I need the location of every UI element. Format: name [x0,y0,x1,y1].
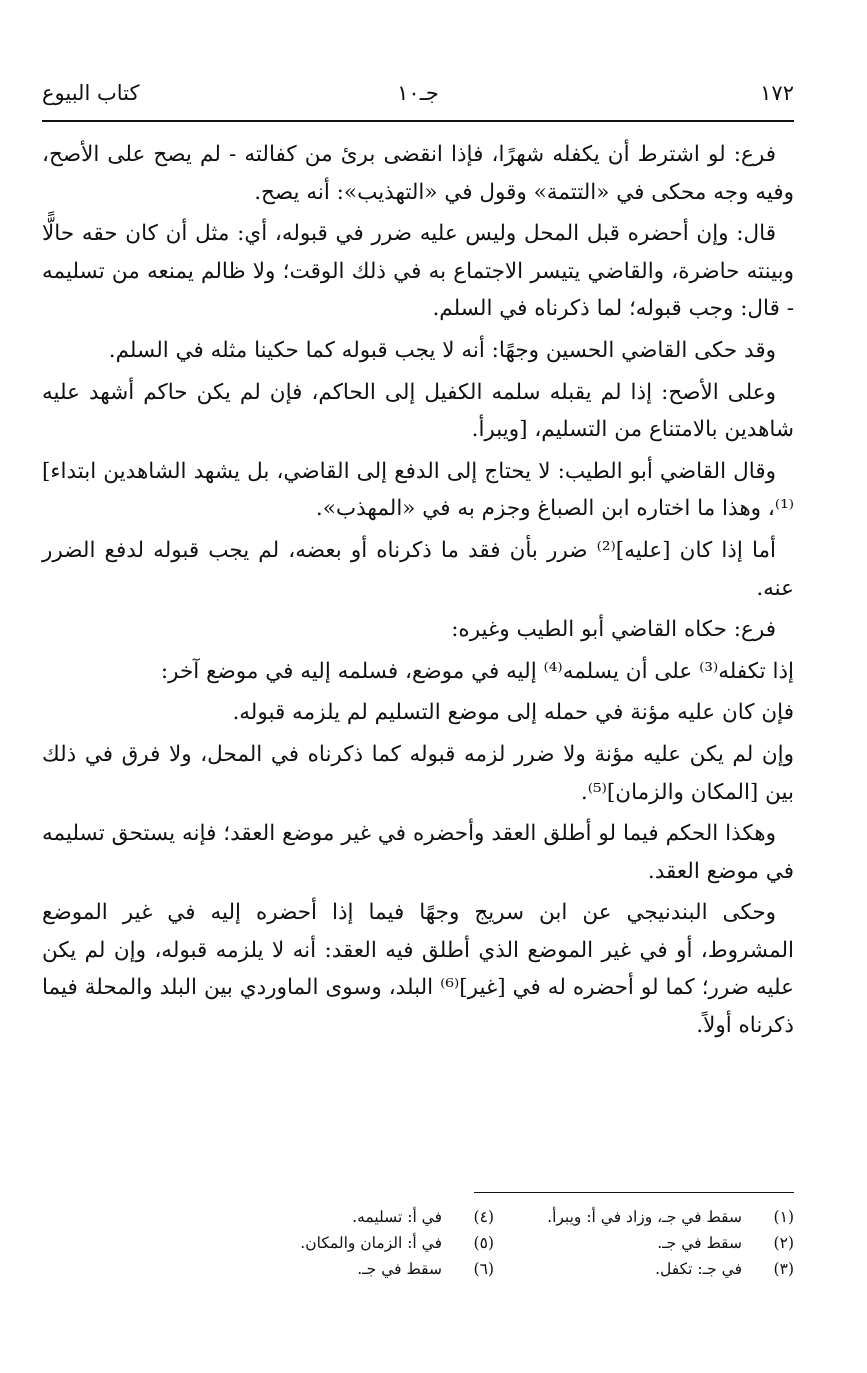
paragraph: أما إذا كان [عليه]⁽²⁾ ضرر بأن فقد ما ذكرناه أو بعضه، لم يجب قبوله لدفع الضرر عنه. [42,537,794,601]
page-number: ١٧٢ [760,81,794,105]
footnote-text: في أ: تسليمه. [352,1208,442,1226]
footnote-text: في جـ: تكفل. [655,1260,742,1278]
volume-label: جـ١٠ [397,81,439,105]
footnote-text: في أ: الزمان والمكان. [300,1234,442,1252]
footnote-number: (٥) [473,1234,494,1252]
paragraph: وقال القاضي أبو الطيب: لا يحتاج إلى الدفع إلى القاضي، بل يشهد الشاهدين ابتداء]⁽¹⁾، وهذا ما اختاره ابن الصباغ وجزم به في «المهذب». [42,458,794,522]
footnote-text: سقط في جـ. [657,1234,742,1252]
paragraph: قال: وإن أحضره قبل المحل وليس عليه ضرر في قبوله، أي: مثل أن كان حقه حالًّا وبينته حاضرة، والقاضي يتيسر الاجتماع به في ذلك الوقت؛ ولا ظالم يمنعه من تسليمه - قال: وجب قبوله؛ لما ذكرناه في السلم. [42,221,794,322]
header-divider [42,120,794,122]
footnote-number: (٦) [473,1260,494,1278]
page-header [42,70,794,114]
paragraph: فإن كان عليه مؤنة في حمله إلى موضع التسليم لم يلزمه قبوله. [232,700,794,726]
paragraph: وحكى البندنيجي عن ابن سريج وجهًا فيما إذا أحضره إليه في غير الموضع المشروط، أو في غير الموضع الذي أطلق فيه العقد: أنه لا يلزمه قبوله، وإن لم يكن عليه ضرر؛ كما لو أحضره له في [غير]⁽⁶⁾ البلد، وسوى الماوردي بين البلد والمحلة فيما ذكرناه أولاً. [42,900,794,1039]
footnote-text: سقط في جـ، وزاد في أ: ويبرأ. [547,1208,742,1226]
paragraph: وإن لم يكن عليه مؤنة ولا ضرر لزمه قبوله كما ذكرناه في المحل، ولا فرق في ذلك بين [المكان والزمان]⁽⁵⁾. [42,741,794,805]
main-text [42,136,794,1049]
footnote-number: (٣) [773,1260,794,1278]
footnote-item [204,1230,494,1256]
footnote-item [504,1204,794,1230]
paragraph: وعلى الأصح: إذا لم يقبله سلمه الكفيل إلى الحاكم، فإن لم يكن حاكم أشهد عليه شاهدين بالامتناع من التسليم، [ويبرأ. [42,379,794,443]
paragraph: وهكذا الحكم فيما لو أطلق العقد وأحضره في غير موضع العقد؛ فإنه يستحق تسليمه في موضع العقد. [42,821,794,884]
paragraph: وقد حكى القاضي الحسين وجهًا: أنه لا يجب قبوله كما حكينا مثله في السلم. [108,337,776,363]
footnote-text: سقط في جـ. [357,1260,442,1278]
footnote-number: (٢) [773,1234,794,1252]
book-title: كتاب البيوع [42,81,140,105]
paragraph: فرع: حكاه القاضي أبو الطيب وغيره: [451,617,776,643]
footnote-item [504,1256,794,1282]
footnote-item [204,1256,494,1282]
footnotes-column-right [504,1204,794,1282]
footnote-number: (٤) [473,1208,494,1226]
footnotes-column-left [204,1204,494,1282]
footnote-number: (١) [773,1208,794,1226]
paragraph: إذا تكفله⁽³⁾ على أن يسلمه⁽⁴⁾ إليه في موضع، فسلمه إليه في موضع آخر: [160,658,794,684]
footnote-item [504,1230,794,1256]
footnote-divider [474,1192,794,1193]
paragraph: فرع: لو اشترط أن يكفله شهرًا، فإذا انقضى برئ من كفالته - لم يصح على الأصح، وفيه وجه محكى في «التتمة» وقول في «التهذيب»: أنه يصح. [42,142,794,205]
footnote-item [204,1204,494,1230]
